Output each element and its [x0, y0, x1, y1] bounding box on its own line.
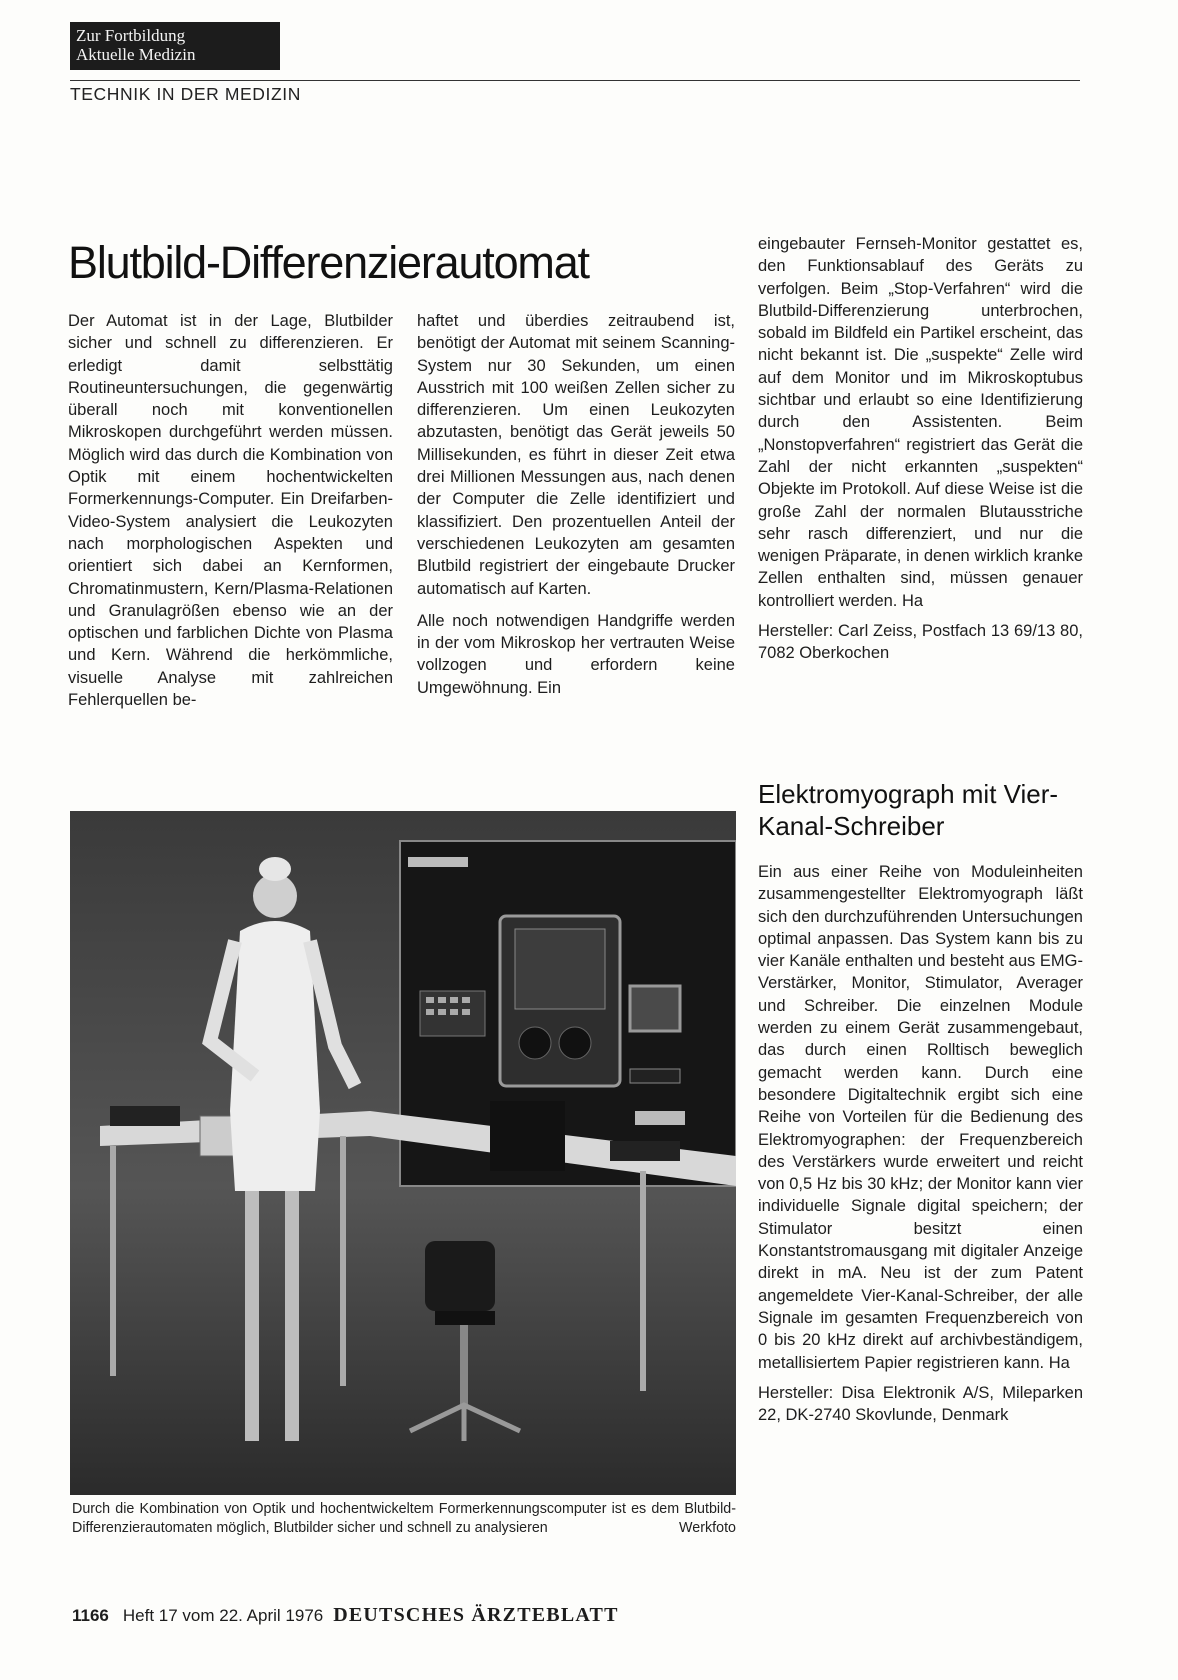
rubric-box	[70, 22, 280, 70]
article-1-column-1	[68, 310, 393, 711]
article-2-title: Elektromyograph mit Vier-Kanal-Schreiber	[758, 779, 1059, 841]
caption-credit: Werkfoto	[679, 1520, 736, 1536]
article-1-col2-para-2: Alle noch notwendigen Handgriffe werden in der vom Mikroskop her vertrauten Weise vollzogen und erfordern keine Umgewöhnung. Ein	[417, 611, 735, 697]
rubric-line-2: Aktuelle Medizin	[76, 45, 196, 64]
article-2-manufacturer: Hersteller: Disa Elektronik A/S, Mileparken 22, DK-2740 Skovlunde, Denmark	[758, 1383, 1083, 1425]
article-1-column-3	[758, 233, 1083, 665]
article-2-column	[758, 861, 1083, 1426]
article-2-body: Ein aus einer Reihe von Moduleinheiten zusammengestellter Elektromyograph läßt sich den durchzuführenden Untersuchungen optimal anpassen. Das System kann bis zu vier Kanäle enthalten und besteht aus EMG-Verstärker, Monitor, Stimulator, Averager und Schreiber. Die einzelnen Module werden zu einem Gerät zusammengebaut, das durch einen Rolltisch beweglich gemacht werden kann. Durch eine besondere Digitaltechnik ergibt sich eine Reihe von Vorteilen für die Bedienung des Elektromyographen: der Frequenzbereich des Verstärkers wurde erweitert und reicht von 0,5 Hz bis 30 kHz; der Monitor kann vier individuelle Signale digital speichern; der Stimulator besitzt einen Konstantstromausgang mit digitaler Anzeige direkt in mA. Neu ist der zum Patent angemeldete Vier-Kanal-Schreiber, der alle Signale im gesamten Frequenzbereich von 0 bis 20 kHz direkt auf archivbeständigem, metallisiertem Papier registrieren kann. Ha	[758, 863, 1083, 1372]
rubric-line-1: Zur Fortbildung	[76, 26, 186, 45]
article-1-manufacturer: Hersteller: Carl Zeiss, Postfach 13 69/13 80, 7082 Oberkochen	[758, 622, 1083, 663]
product-photo	[70, 811, 736, 1495]
article-1-title: Blutbild-Differenzierautomat	[68, 237, 589, 288]
article-1-col3-text: eingebauter Fernseh-Monitor gestattet es, den Funktionsablauf des Geräts zu verfolgen. Beim „Stop-Verfahren“ wird die Blutbild-Differenzierung unterbrochen, sobald im Bildfeld ein Partikel erscheint, das nicht bekannt ist. Die „suspekte“ Zelle wird auf dem Monitor und im Mikroskoptubus sichtbar und erlaubt so eine Identifizierung durch den Assistenten. Beim „Nonstopverfahren“ registriert das Gerät die Zahl der nicht erkannten „suspekten“ Objekte im Protokoll. Auf diese Weise ist die große Zahl der normalen Blutausstriche sehr rasch differenziert, und nur die wenigen Präparate, in denen wirklich kranke Zellen enthalten sind, müssen genauer kontrolliert werden. Ha	[758, 235, 1083, 610]
photo-caption	[72, 1500, 736, 1538]
article-1-col1-text: Der Automat ist in der Lage, Blutbilder sicher und schnell zu differenzieren. Er erledigt damit selbsttätig Routineuntersuchungen, die gegenwärtig überall noch mit konventionellen Mikroskopen durchgeführt werden müssen. Möglich wird das durch die Kombination von Optik mit einem hochentwickelten Formerkennungs-Computer. Ein Dreifarben-Video-System analysiert die Leukozyten nach morphologischen Aspekten und orientiert sich dabei an Kernformen, Chromatinmustern, Kern/Plasma-Relationen und Granulagrößen ebenso wie an der optischen und farblichen Dichte von Plasma und Kern. Während die herkömmliche, visuelle Analyse mit zahlreichen Fehlerquellen be-	[68, 312, 393, 710]
caption-text: Durch die Kombination von Optik und hochentwickeltem Formerkennungscomputer ist es dem Blutbild-Differenzierautomaten möglich, Blutbilder sicher und schnell zu analysieren	[72, 1501, 736, 1536]
article-1-col2-para-1: haftet und überdies zeitraubend ist, benötigt der Automat mit seinem Scanning-System nur 30 Sekunden, um einen Ausstrich mit 100 weißen Zellen sicher zu differenzieren. Um einen Leukozyten abzutasten, benötigt das Gerät jeweils 50 Millisekunden, es führt in dieser Zeit etwa drei Millionen Messungen aus, nach denen der Computer die Zelle identifiziert und klassifiziert. Den prozentuellen Anteil der verschiedenen Leukozyten am gesamten Blutbild registriert der eingebaute Drucker automatisch auf Karten.	[417, 312, 735, 598]
issue-info: Heft 17 vom 22. April 1976	[122, 1606, 324, 1625]
article-1-column-2	[417, 310, 735, 699]
magazine-name: DEUTSCHES ÄRZTEBLATT	[333, 1604, 619, 1626]
section-title: TECHNIK IN DER MEDIZIN	[70, 84, 301, 104]
header-rule	[70, 80, 1080, 81]
page-footer	[72, 1604, 619, 1627]
page-number: 1166	[72, 1606, 109, 1625]
product-photo-illustration	[70, 811, 736, 1495]
